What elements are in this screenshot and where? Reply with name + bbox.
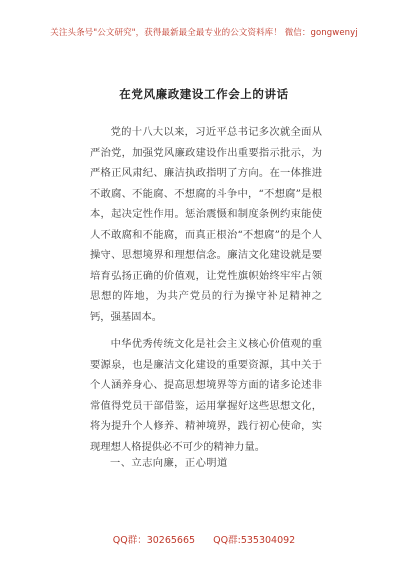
footer-qq-groups: QQ群：30265665 QQ群:535304092 — [112, 535, 296, 546]
header-promo-note: 关注头条号"公文研究"，获得最新最全最专业的公文资料库！ 微信：gongwenyj — [50, 28, 358, 38]
document-title: 在党风廉政建设工作会上的讲话 — [119, 87, 289, 101]
body-paragraph-2: 中华优秀传统文化是社会主义核心价值观的重要源泉，也是廉洁文化建设的重要资源，其中关于个人涵养身心、提高思想境界等方面的诸多论述非常值得党员干部借鉴，运用掌握好这些思想文化，将为提升个人修养、精神境界，践行初心使命，实现理想人格提供必不可少的精神力量。 — [90, 338, 322, 453]
section-heading-1: 一、立志向廉，正心明道 — [110, 457, 228, 469]
body-paragraph-1: 党的十八大以来，习近平总书记多次就全面从严治党，加强党风廉政建设作出重要指示批示，为严格正风肃纪、廉洁执政指明了方向。在一体推进不敢腐、不能腐、不想腐的斗争中，“不想腐”是根本，起决定性作用。惩治震慑和制度条例约束能使人不敢腐和不能腐，而真正根治“不想腐”的是个人操守、思想境界和理想信念。廉洁文化建设就是要培育弘扬正确的价值观，让党性旗帜始终牢牢占领思想的阵地，为共产党员的行为操守补足精神之钙，强基固本。 — [90, 126, 322, 323]
